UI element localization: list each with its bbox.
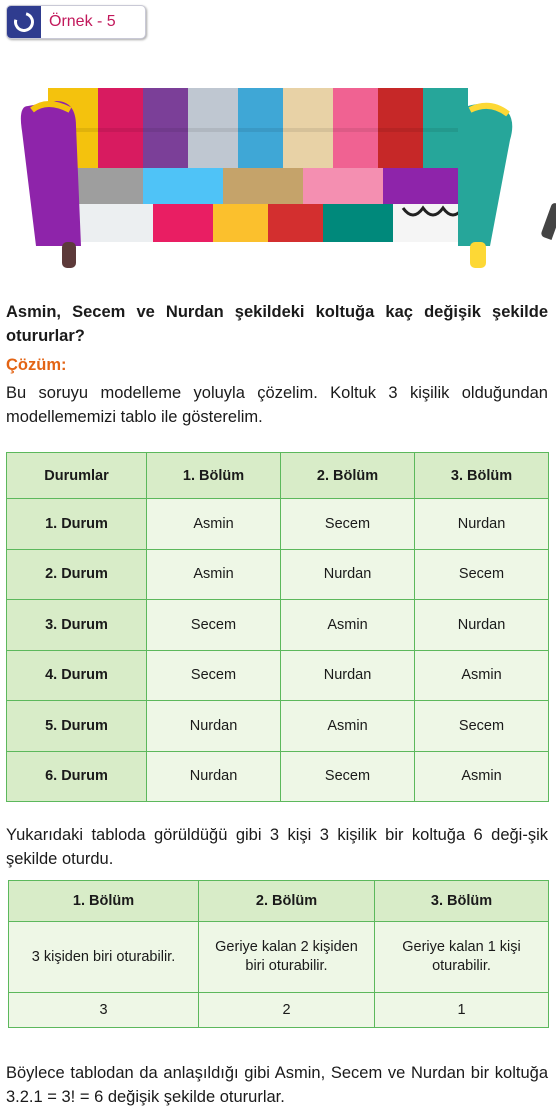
- table-cell: Asmin: [415, 751, 549, 802]
- table-cell: Nurdan: [147, 751, 281, 802]
- description-cell: Geriye kalan 2 kişiden biri oturabilir.: [199, 922, 375, 993]
- table-cell: Secem: [147, 600, 281, 651]
- question-text: Asmin, Secem ve Nurdan şekildeki koltuğa kaç değişik şekilde otururlar?: [6, 303, 548, 345]
- table-row: [7, 549, 549, 600]
- row-header-cell: 2. Durum: [7, 549, 147, 600]
- sofa-seat: [73, 168, 463, 204]
- header-cell: 1. Bölüm: [147, 453, 281, 499]
- table-row: [7, 499, 549, 550]
- patchwork-sofa-image: [18, 76, 538, 276]
- table-cell: Nurdan: [281, 650, 415, 701]
- row-header-cell: 6. Durum: [7, 751, 147, 802]
- row-header-cell: 4. Durum: [7, 650, 147, 701]
- middle-paragraph: Yukarıdaki tabloda görüldüğü gibi 3 kişi 3 kişilik bir koltuğa 6 deği-şik şekilde oturdu.: [6, 826, 548, 868]
- table-cell: Nurdan: [415, 499, 549, 550]
- table-row: [7, 650, 549, 701]
- count-cell: 3: [9, 993, 199, 1028]
- table-row: [7, 751, 549, 802]
- table-cell: Secem: [281, 499, 415, 550]
- conclusion-paragraph: Böylece tablodan da anlaşıldığı gibi Asmin, Secem ve Nurdan bir koltuğa 3.2.1 = 3! = 6 değişik şekilde otururlar.: [6, 1064, 548, 1106]
- sofa-back: [48, 88, 468, 168]
- sections-table: [8, 880, 549, 1028]
- table-cell: Secem: [415, 549, 549, 600]
- table-cell: Nurdan: [147, 701, 281, 752]
- description-cell: 3 kişiden biri oturabilir.: [9, 922, 199, 993]
- refresh-icon: [10, 8, 37, 35]
- table-cell: Nurdan: [281, 549, 415, 600]
- sofa-front: [78, 204, 463, 242]
- table-cell: Secem: [281, 751, 415, 802]
- table-cell: Nurdan: [415, 600, 549, 651]
- sofa-right-arm: [458, 104, 512, 246]
- table-cell: Asmin: [147, 499, 281, 550]
- header-cell: 1. Bölüm: [9, 881, 199, 922]
- solution-title: Çözüm:: [6, 356, 67, 374]
- cases-table: [6, 452, 549, 802]
- count-cell: 1: [375, 993, 549, 1028]
- header-cell: Durumlar: [7, 453, 147, 499]
- table-cell: Asmin: [415, 650, 549, 701]
- table-cell: Asmin: [147, 549, 281, 600]
- header-cell: 3. Bölüm: [415, 453, 549, 499]
- count-cell: 2: [199, 993, 375, 1028]
- example-badge-label: Örnek - 5: [49, 13, 116, 30]
- table-row: [7, 600, 549, 651]
- header-cell: 2. Bölüm: [199, 881, 375, 922]
- description-cell: Geriye kalan 1 kişi oturabilir.: [375, 922, 549, 993]
- table-header-row: [7, 453, 549, 499]
- header-cell: 3. Bölüm: [375, 881, 549, 922]
- table-cell: Asmin: [281, 600, 415, 651]
- pen-tip-decoration: [540, 202, 556, 240]
- row-header-cell: 5. Durum: [7, 701, 147, 752]
- sofa-left-arm: [21, 101, 81, 246]
- table-cell: Secem: [415, 701, 549, 752]
- row-header-cell: 3. Durum: [7, 600, 147, 651]
- example-badge-icon-box: [7, 6, 41, 38]
- table-cell: Asmin: [281, 701, 415, 752]
- table-header-row: [9, 881, 549, 922]
- sofa-right-leg: [470, 242, 486, 268]
- table-row: [9, 993, 549, 1028]
- table-row: [9, 922, 549, 993]
- table-cell: Secem: [147, 650, 281, 701]
- solution-text: Bu soruyu modelleme yoluyla çözelim. Koltuk 3 kişilik olduğundan modellememizi tablo ile gösterelim.: [6, 384, 548, 426]
- header-cell: 2. Bölüm: [281, 453, 415, 499]
- row-header-cell: 1. Durum: [7, 499, 147, 550]
- sofa-left-leg: [62, 242, 76, 268]
- table-row: [7, 701, 549, 752]
- example-badge: [6, 5, 146, 39]
